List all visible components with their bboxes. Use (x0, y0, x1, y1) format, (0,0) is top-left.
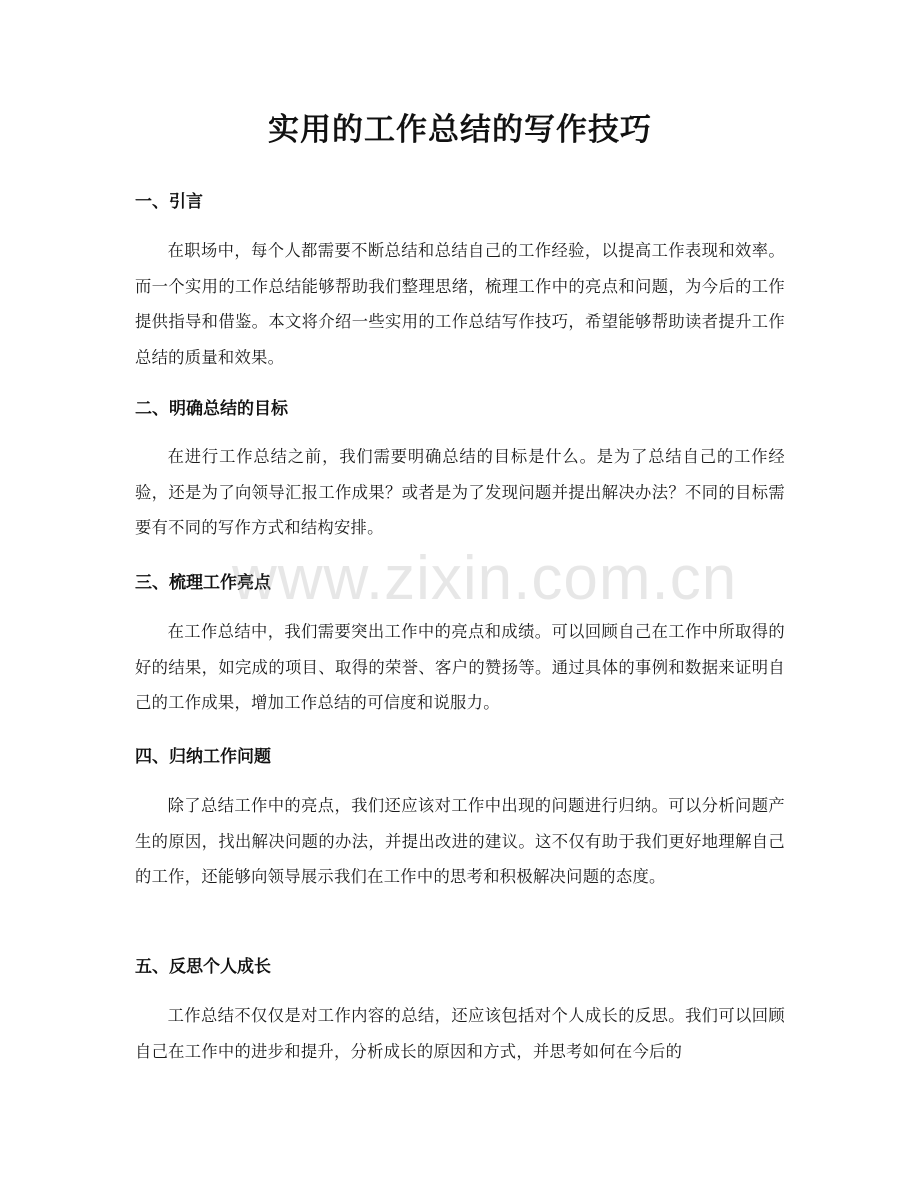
section-paragraph-highlights: 在工作总结中，我们需要突出工作中的亮点和成绩。可以回顾自己在工作中所取得的好的结果，如完成的项目、取得的荣誉、客户的赞扬等。通过具体的事例和数据来证明自己的工作成果，增加工作总结的可信度和说服力。 (135, 622, 785, 712)
section-heading-introduction: 一、引言 (135, 192, 203, 212)
document-title: 实用的工作总结的写作技巧 (268, 112, 652, 148)
section-heading-growth: 五、反思个人成长 (135, 957, 271, 977)
section-heading-highlights: 三、梳理工作亮点 (135, 573, 271, 593)
section-heading-goal: 二、明确总结的目标 (135, 399, 288, 419)
section-paragraph-goal: 在进行工作总结之前，我们需要明确总结的目标是什么。是为了总结自己的工作经验，还是为了向领导汇报工作成果？或者是为了发现问题并提出解决办法？不同的目标需要有不同的写作方式和结构安排。 (135, 447, 785, 537)
section-paragraph-growth: 工作总结不仅仅是对工作内容的总结，还应该包括对个人成长的反思。我们可以回顾自己在工作中的进步和提升，分析成长的原因和方式，并思考如何在今后的 (135, 1006, 785, 1061)
section-heading-problems: 四、归纳工作问题 (135, 747, 271, 767)
section-paragraph-problems: 除了总结工作中的亮点，我们还应该对工作中出现的问题进行归纳。可以分析问题产生的原因，找出解决问题的办法，并提出改进的建议。这不仅有助于我们更好地理解自己的工作，还能够向领导展示我们在工作中的思考和积极解决问题的态度。 (135, 796, 785, 886)
section-paragraph-introduction: 在职场中，每个人都需要不断总结和总结自己的工作经验，以提高工作表现和效率。而一个实用的工作总结能够帮助我们整理思绪，梳理工作中的亮点和问题，为今后的工作提供指导和借鉴。本文将介绍一些实用的工作总结写作技巧，希望能够帮助读者提升工作总结的质量和效果。 (135, 241, 785, 367)
watermark: www.zixin.com.cn (232, 544, 738, 613)
